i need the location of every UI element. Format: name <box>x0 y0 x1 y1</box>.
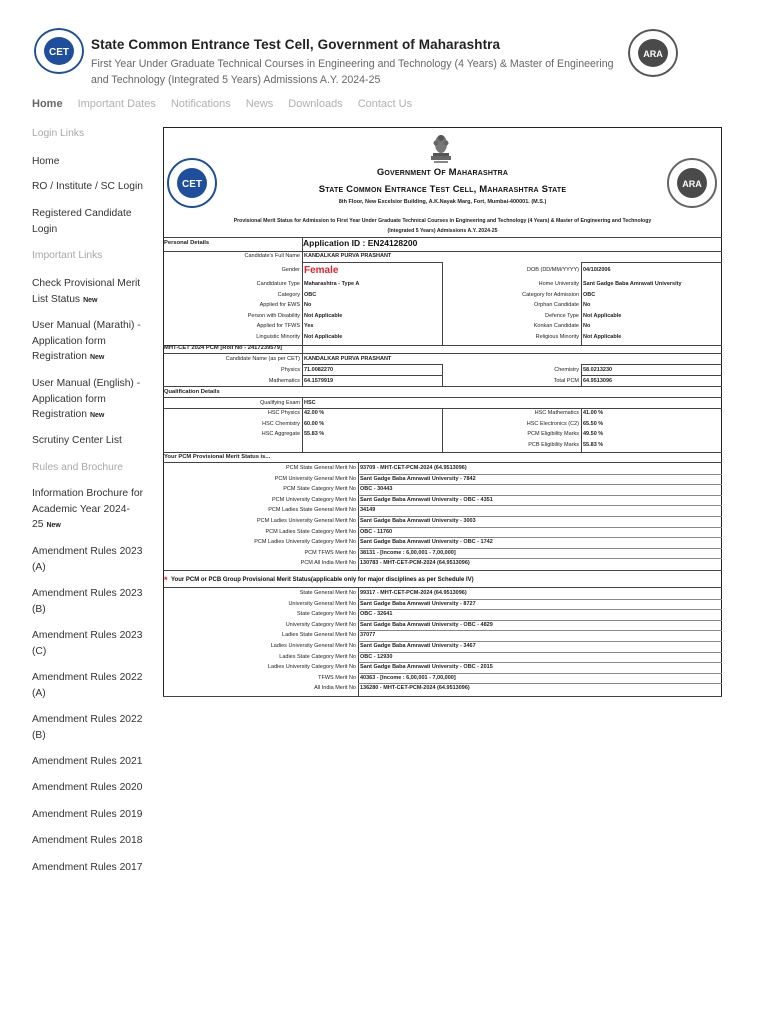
hsc-chemistry-label: HSC Chemistry <box>262 421 300 427</box>
table-rule <box>163 462 722 463</box>
hsc-aggregate-value: 55.83 % <box>304 431 325 437</box>
sidebar-item-registered-login[interactable]: Registered Candidate Login <box>32 208 132 235</box>
section-pcb-merit-status: Your PCM or PCB Group Provisional Merit Status(applicable only for major disciplines as per Schedule IV) <box>171 577 474 583</box>
merit-row-value: Sant Gadge Baba Amravati University - OBC - 1742 <box>360 539 493 546</box>
table-rule <box>358 527 722 528</box>
sidebar-item-amendment-2023c[interactable]: Amendment Rules 2023 (C) <box>32 630 143 657</box>
table-rule <box>302 262 442 263</box>
gender-label: Gender <box>281 267 300 273</box>
new-badge: New <box>89 354 105 361</box>
chemistry-label: Chemistry <box>554 367 579 373</box>
physics-value: 71.0082270 <box>304 367 334 373</box>
candidature-type-label: Candidature Type <box>256 281 300 287</box>
nav-important-dates[interactable]: Important Dates <box>77 98 156 110</box>
sidebar-item-label: Information Brochure for Academic Year 2024-25 <box>32 488 144 530</box>
sidebar-item-amendment-2023b[interactable]: Amendment Rules 2023 (B) <box>32 588 143 615</box>
sidebar-category-rules: Rules and Brochure <box>32 462 124 473</box>
table-rule <box>358 652 722 653</box>
sidebar-item-amendment-2020[interactable]: Amendment Rules 2020 <box>32 782 143 793</box>
nav-news[interactable]: News <box>245 98 274 110</box>
hsc-physics-value: 42.00 % <box>304 410 325 416</box>
new-badge: New <box>46 522 61 529</box>
sidebar-item-manual-english[interactable] <box>32 376 152 424</box>
merit-row-value: Sant Gadge Baba Amravati University - OBC - 2015 <box>360 664 493 671</box>
category-label: Category <box>277 292 300 298</box>
new-badge: New <box>83 296 98 304</box>
table-rule <box>302 364 442 365</box>
cand-cet-value: KANDALKAR PURVA PRASHANT <box>304 356 392 362</box>
section-mhtcet: MHT-CET 2024 PCM [Roll No - 2417239579] <box>164 345 282 351</box>
table-rule <box>581 262 722 263</box>
sidebar-category-login: Login Links <box>32 128 85 139</box>
ara-seal-text: ARA <box>682 179 702 189</box>
merit-row-value: Sant Gadge Baba Amravati University - OBC - 4351 <box>360 496 493 503</box>
religious-value: Not Applicable <box>583 334 622 340</box>
table-rule <box>163 386 722 387</box>
merit-row-label: PCM State General Merit No <box>286 465 356 471</box>
category-admission-label: Category for Admission <box>522 292 579 298</box>
site-header <box>0 0 768 92</box>
table-rule <box>302 237 303 386</box>
ews-value: No <box>304 302 312 308</box>
pcb-eligibility-label: PCB Eligibility Marks <box>528 442 579 448</box>
maths-value: 64.1579919 <box>304 378 334 384</box>
linguistic-label: Linguistic Minority <box>256 334 300 340</box>
table-rule <box>581 408 582 452</box>
table-rule <box>302 397 303 452</box>
cet-logo-icon <box>34 28 84 74</box>
merit-row-label: Ladies University General Merit No <box>270 643 356 649</box>
ara-logo-icon <box>628 29 678 77</box>
religious-label: Religious Minority <box>535 334 579 340</box>
merit-row-label: Ladies State General Merit No <box>282 632 356 639</box>
merit-row-value: Sant Gadge Baba Amravati University - 8727 <box>360 600 476 607</box>
sidebar-item-manual-marathi[interactable] <box>32 318 152 366</box>
merit-row-value: OBC - 32641 <box>360 611 393 618</box>
site-subtitle: First Year Under Graduate Technical Courses in Engineering and Technology (4 Years) & Master of Engineering and Technology (Integrated 5 Years) Admissions A.Y. 2024-25 <box>91 58 614 86</box>
merit-row-value: 130783 - MHT-CET-PCM-2024 (64.9513096) <box>360 560 470 567</box>
merit-row-label: All India Merit No <box>314 685 356 692</box>
merit-row-label: University General Merit No <box>288 600 356 607</box>
konkan-label: Konkan Candidate <box>533 323 579 329</box>
merit-row-value: Sant Gadge Baba Amravati University - 7842 <box>360 475 476 482</box>
pcb-eligibility-value: 55.83 % <box>583 442 604 448</box>
total-pcm-label: Total PCM <box>553 378 579 384</box>
merit-row-label: PCM Ladies University General Merit No <box>256 518 356 524</box>
sidebar-item-ro-login[interactable]: RO / Institute / SC Login <box>32 181 144 192</box>
table-rule <box>163 570 722 571</box>
candidature-type-value: Maharashtra - Type A <box>304 281 360 287</box>
application-id: Application ID : EN24128200 <box>303 238 418 248</box>
merit-row-label: TFWS Merit No <box>318 674 356 681</box>
hsc-maths-value: 41.00 % <box>583 410 604 416</box>
physics-label: Physics <box>281 367 300 373</box>
sidebar-item-brochure[interactable] <box>32 486 152 534</box>
ews-label: Applied for EWS <box>259 302 300 308</box>
hsc-maths-label: HSC Mathematics <box>534 410 579 416</box>
sidebar-item-amendment-2021[interactable]: Amendment Rules 2021 <box>32 756 143 767</box>
hsc-aggregate-label: HSC Aggregate <box>261 431 300 437</box>
merit-row-value: 40363 - [Income : 6,00,001 - 7,00,000] <box>360 674 456 681</box>
table-rule <box>442 364 443 386</box>
nav-notifications[interactable]: Notifications <box>170 98 231 110</box>
doc-description: Provisional Merit Status for Admission to First Year Under Graduate Technical Courses in Engineering and Technology (4 Years) & Master of Engineering and Technology (Integrated 5 Years) Admissions A.Y. 2024-25 <box>233 218 652 234</box>
maths-label: Mathematics <box>268 378 300 384</box>
konkan-value: No <box>583 323 591 329</box>
sidebar-item-label: User Manual (Marathi) - Application form Registration <box>32 320 141 362</box>
section-personal-details: Personal Details <box>164 240 210 246</box>
full-name-value: KANDALKAR PURVA PRASHANT <box>304 253 392 259</box>
merit-row-value: 37077 <box>360 632 376 639</box>
merit-row-value: 136280 - MHT-CET-PCM-2024 (64.9513096) <box>360 685 470 692</box>
merit-row-label: Ladies University Category Merit No <box>267 664 356 671</box>
pcm-eligibility-value: 49.50 % <box>583 431 604 437</box>
linguistic-value: Not Applicable <box>304 334 343 340</box>
merit-row-label: PCM Ladies State Category Merit No <box>265 528 356 535</box>
merit-row-label: PCM State Category Merit No <box>283 486 356 493</box>
dob-label: DOB (DD/MM/YYYY) <box>527 267 579 273</box>
new-badge: New <box>89 412 105 419</box>
qual-exam-value: HSC <box>304 400 316 406</box>
sidebar-item-home[interactable]: Home <box>32 156 60 167</box>
qual-exam-label: Qualifying Exam <box>259 400 300 406</box>
tfws-label: Applied for TFWS <box>256 323 300 329</box>
merit-row-value: 93709 - MHT-CET-PCM-2024 (64.9513096) <box>360 465 467 471</box>
sidebar-item-label: Check Provisional Merit List Status <box>32 278 141 305</box>
table-rule <box>302 375 442 376</box>
table-rule <box>358 609 722 610</box>
sidebar-item-amendment-2019[interactable]: Amendment Rules 2019 <box>32 809 143 820</box>
gender-value: Female <box>304 265 339 276</box>
sidebar-item-amendment-2022b[interactable]: Amendment Rules 2022 (B) <box>32 714 143 741</box>
table-rule <box>442 408 443 452</box>
merit-row-label: PCM University Category Merit No <box>271 496 356 503</box>
doc-cell-title: State Common Entrance Test Cell, Maharashtra State <box>318 184 567 195</box>
dob-value: 04/10/2006 <box>583 267 611 273</box>
merit-row-value: OBC - 11760 <box>360 528 393 535</box>
sidebar-item-label: User Manual (English) - Application form Registration <box>32 378 141 420</box>
table-rule <box>581 364 582 386</box>
merit-row-value: 99317 - MHT-CET-PCM-2024 (64.9513096) <box>360 590 467 596</box>
orphan-value: No <box>583 302 591 308</box>
sidebar-category-important: Important Links <box>32 250 103 261</box>
sidebar-item-amendment-2017[interactable]: Amendment Rules 2017 <box>32 862 143 873</box>
hsc-physics-label: HSC Physics <box>267 410 300 416</box>
merit-row-label: PCM All India Merit No <box>300 560 356 567</box>
category-admission-value: OBC <box>583 292 596 298</box>
pwd-label: Person with Disability <box>247 313 300 319</box>
orphan-label: Orphan Candidate <box>534 302 579 308</box>
merit-row-label: PCM Ladies University Category Merit No <box>254 539 356 546</box>
section-pcm-merit-status: Your PCM Provisional Merit Status is... <box>164 454 271 460</box>
cand-cet-label: Candidate Name (as per CET) <box>225 356 300 362</box>
cet-logo-text: CET <box>49 47 69 58</box>
merit-row-value: OBC - 12930 <box>360 653 393 660</box>
ara-logo-text: ARA <box>643 49 663 59</box>
merit-row-label: PCM TFWS Merit No <box>304 549 356 556</box>
merit-row-label: State General Merit No <box>299 590 356 596</box>
full-name-label: Candidate's Full Name <box>244 253 300 259</box>
table-rule <box>358 484 722 485</box>
state-emblem-icon <box>428 131 454 165</box>
merit-row-label: PCM University General Merit No <box>274 475 356 482</box>
table-rule <box>163 696 722 697</box>
merit-row-value: 34149 <box>360 507 376 514</box>
table-rule <box>442 262 443 345</box>
top-nav <box>32 98 412 112</box>
nav-contact-us[interactable]: Contact Us <box>357 98 413 110</box>
doc-address: 8th Floor, New Excelsior Building, A.K.Nayak Marg, Fort, Mumbai-400001. (M.S.) <box>338 199 547 205</box>
doc-government-title: Government Of Maharashtra <box>376 167 509 178</box>
merit-row-label: State Category Merit No <box>297 611 356 618</box>
pcm-eligibility-label: PCM Eligibility Marks <box>527 431 579 437</box>
site-title: State Common Entrance Test Cell, Government of Maharashtra <box>91 37 501 52</box>
sidebar-item-check-merit[interactable] <box>32 276 152 308</box>
table-rule <box>163 353 722 354</box>
cet-seal-text: CET <box>182 179 202 190</box>
sidebar-item-amendment-2022a[interactable]: Amendment Rules 2022 (A) <box>32 672 143 699</box>
merit-row-value: Sant Gadge Baba Amravati University - OBC - 4829 <box>360 621 493 628</box>
merit-row-label: Ladies State Category Merit No <box>279 653 356 660</box>
sidebar-item-amendment-2023a[interactable]: Amendment Rules 2023 (A) <box>32 546 143 573</box>
merit-row-value: OBC - 30443 <box>360 486 393 493</box>
sidebar-item-amendment-2018[interactable]: Amendment Rules 2018 <box>32 835 143 846</box>
table-rule <box>581 375 722 376</box>
nav-downloads[interactable]: Downloads <box>288 98 343 110</box>
merit-row-value: 38131 - [Income : 6,00,001 - 7,00,000] <box>360 549 456 556</box>
merit-row-value: Sant Gadge Baba Amravati University - 3003 <box>360 518 476 524</box>
table-rule <box>358 505 722 506</box>
hsc-chemistry-value: 60.00 % <box>304 421 325 427</box>
pwd-value: Not Applicable <box>304 313 343 319</box>
home-university-value: Sant Gadge Baba Amravati University <box>583 281 682 287</box>
defence-value: Not Applicable <box>583 313 622 319</box>
table-rule <box>581 262 582 345</box>
merit-row-label: PCM Ladies State General Merit No <box>268 507 356 514</box>
home-university-label: Home University <box>538 281 579 287</box>
table-rule <box>163 237 722 238</box>
merit-row-label: University Category Merit No <box>285 621 356 628</box>
table-rule <box>581 364 722 365</box>
tfws-value: Yes <box>304 323 314 329</box>
note-asterisk: * <box>164 575 168 585</box>
section-qualification: Qualification Details <box>164 389 220 395</box>
chemistry-value: 58.0213230 <box>583 367 613 373</box>
table-rule <box>358 630 722 631</box>
hsc-electronics-value: 65.50 % <box>583 421 604 427</box>
nav-home[interactable]: Home <box>32 98 63 110</box>
table-rule <box>163 587 722 588</box>
hsc-electronics-label: HSC Electronics (C2) <box>526 421 579 427</box>
table-rule <box>163 397 722 398</box>
total-pcm-value: 64.9513096 <box>583 378 613 384</box>
category-value: OBC <box>304 292 317 298</box>
defence-label: Defence Type <box>545 313 579 319</box>
merit-row-value: Sant Gadge Baba Amravati University - 3467 <box>360 643 476 649</box>
sidebar-item-scrutiny[interactable]: Scrutiny Center List <box>32 435 122 446</box>
